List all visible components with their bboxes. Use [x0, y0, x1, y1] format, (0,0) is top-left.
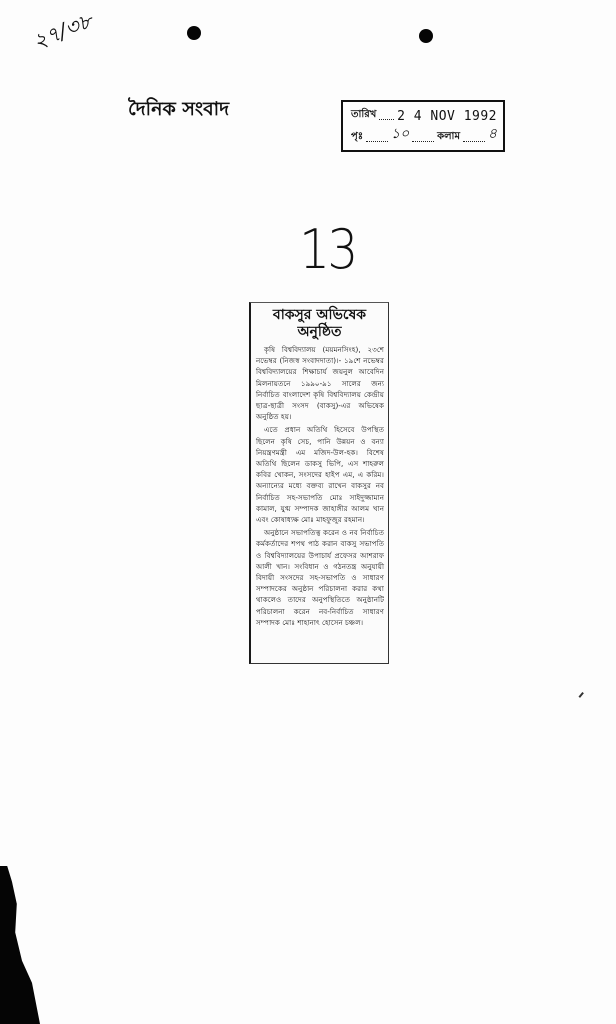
stamp-page-label: পৃঃ — [351, 131, 364, 142]
stamp-dotted-line — [366, 141, 388, 142]
clipping-headline: বাকসুর অভিষেক অনুষ্ঠিত — [272, 307, 367, 340]
stamp-column-value: ৪ — [487, 126, 497, 142]
handwritten-page-number: 13 — [299, 218, 356, 281]
punch-hole-right — [419, 29, 433, 43]
news-clipping — [249, 302, 389, 664]
stamp-date-value: 2 4 NOV 1992 — [397, 109, 497, 124]
punch-hole-left — [187, 26, 201, 40]
handwritten-reference-note: ২৭/৩৮ — [29, 8, 96, 54]
clipping-paragraph: অনুষ্ঠানে সভাপতিত্ব করেন ও নব নির্বাচিত কর্মকর্তাদের শপথ পাঠ করান বাকসু সভাপতি ও বিশ্ববিদ্যালয়ের উপাচার্য প্রফেসর আশরাফ আলী খান। সংবিধান ও গঠনতন্ত্র অনুযায়ী বিদায়ী সংসদের সহ-সভাপতি ও সাধারণ সম্পাদকের অনুষ্ঠান পরিচালনা করার কথা থাকলেও তাদের অনুপস্থিতিতে অনুষ্ঠানটি পরিচালনা করেন নব-নির্বাচিত সাধারণ সম্পাদক মোঃ শাহানাৎ হোসেন চঞ্চল। — [256, 528, 384, 627]
stamp-date-label: তারিখ — [351, 109, 377, 120]
scan-edge-shadow — [0, 866, 40, 1024]
stamp-dotted-line — [412, 141, 434, 142]
stamp-page-value: ১০ — [391, 126, 410, 142]
clipping-paragraph: কৃষি বিশ্ববিদ্যালয় (ময়মনসিংহ), ২৩শে নভেম্বর (নিজস্ব সংবাদদাতা)।- ১৯শে নভেম্বর বিশ্ববিদ্যালয়ের শিক্ষাচার্য জয়নুল আবেদিন মিলনায়তনে ১৯৯০-৯১ সালের জন্য নির্বাচিত বাংলাদেশ কৃষি বিশ্ববিদ্যালয় কেন্দ্রীয় ছাত্র-ছাত্রী সংসদ (বাকসু)-এর অভিষেক অনুষ্ঠিত হয়। — [256, 345, 384, 422]
stamp-dotted-line — [379, 119, 394, 120]
newspaper-name: দৈনিক সংবাদ — [128, 98, 230, 120]
archive-stamp — [341, 100, 505, 152]
stamp-column-label: কলাম — [437, 131, 460, 142]
margin-tick-mark — [578, 692, 583, 698]
clipping-body — [256, 344, 384, 628]
stamp-date-row — [351, 104, 497, 124]
stamp-dotted-line — [463, 141, 485, 142]
stamp-page-column-row — [351, 126, 497, 146]
clipping-paragraph: এতে প্রধান অতিথি হিসেবে উপস্থিত ছিলেন কৃষি সেচ, পানি উন্নয়ন ও বন্যা নিয়ন্ত্রণমন্ত্রী এম মজিদ-উল-হক। বিশেষ অতিথি ছিলেন ডাকসু ভিপি, এস শাহরুল কবির খোকন, সংসদের হাইপ এম, এ করিম। অন্যান্যের মধ্যে বক্তব্য রাখেন বাকসুর নব নির্বাচিত সহ-সভাপতি মোঃ সাইদুজ্জামান কামাল, যুগ্ম সম্পাদক জাহাঙ্গীর আলম খান এবং কোষাধ্যক্ষ মোঃ মাহফুজুর রহমান। — [256, 425, 384, 525]
